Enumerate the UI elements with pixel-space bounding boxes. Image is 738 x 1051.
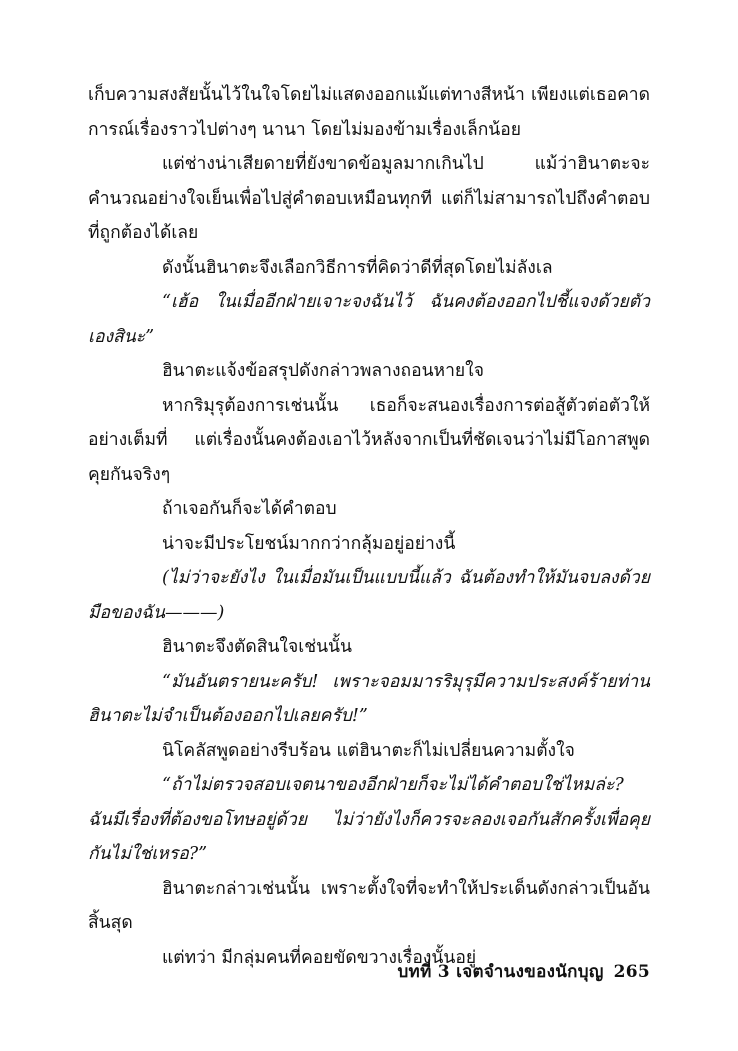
dialogue-paragraph: “เฮ้อ ในเมื่ออีกฝ่ายเจาะจงฉันไว้ ฉันคงต้องออกไปชี้แจงด้วยตัวเองสินะ”: [88, 292, 650, 347]
paragraph: แต่ทว่า มีกลุ่มคนที่คอยขัดขวางเรื่องนั้นอยู่: [162, 947, 477, 968]
paragraph: ฮินาตะจึงตัดสินใจเช่นนั้น: [162, 637, 352, 657]
paragraph: ฮินาตะแจ้งข้อสรุปดังกล่าวพลางถอนหายใจ: [162, 361, 484, 381]
paragraph: ถ้าเจอกันก็จะได้คำตอบ: [162, 499, 337, 519]
paragraph: แต่ช่างน่าเสียดายที่ยังขาดข้อมูลมากเกินไป แม้ว่าฮินาตะจะคำนวณอย่างใจเย็นเพื่อไปสู่คำตอบเหมือนทุกที แต่ก็ไม่สามารถไปถึงคำตอบที่ถูกต้องได้เลย: [88, 154, 650, 243]
dialogue-paragraph: “ถ้าไม่ตรวจสอบเจตนาของอีกฝ่ายก็จะไม่ได้คำตอบใช่ไหมล่ะ? ฉันมีเรื่องที่ต้องขอโทษอยู่ด้วย ไม่ว่ายังไงก็ควรจะลองเจอกันสักครั้งเพื่อคุยกันไม่ใช่เหรอ?”: [88, 775, 650, 864]
paragraph: น่าจะมีประโยชน์มากกว่ากลุ้มอยู่อย่างนี้: [162, 533, 456, 554]
paragraph: เก็บความสงสัยนั้นไว้ในใจโดยไม่แสดงออกแม้แต่ทางสีหน้า เพียงแต่เธอคาดการณ์เรื่องราวไปต่างๆ นานา โดยไม่มองข้ามเรื่องเล็กน้อย: [88, 85, 650, 140]
paragraph: นิโคลัสพูดอย่างรีบร้อน แต่ฮินาตะก็ไม่เปลี่ยนความตั้งใจ: [162, 740, 575, 761]
thought-paragraph: (ไม่ว่าจะยังไง ในเมื่อมันเป็นแบบนี้แล้ว ฉันต้องทำให้มันจบลงด้วยมือของฉัน———): [88, 568, 650, 623]
dialogue-paragraph: “มันอันตรายนะครับ! เพราะจอมมารริมุรุมีความประสงค์ร้ายท่านฮินาตะไม่จำเป็นต้องออกไปเลยครับ!”: [88, 671, 650, 726]
body-text: [88, 78, 650, 975]
chapter-title: บทที่ 3 เจตจำนงของนักบุญ: [397, 962, 604, 982]
page-number: 265: [613, 962, 650, 982]
page-footer: [397, 958, 650, 985]
paragraph: ฮินาตะกล่าวเช่นนั้น เพราะตั้งใจที่จะทำให้ประเด็นดังกล่าวเป็นอันสิ้นสุด: [88, 878, 650, 933]
paragraph: หากริมุรุต้องการเช่นนั้น เธอก็จะสนองเรื่องการต่อสู้ตัวต่อตัวให้อย่างเต็มที่ แต่เรื่องนั้นคงต้องเอาไว้หลังจากเป็นที่ชัดเจนว่าไม่มีโอกาสพูดคุยกันจริงๆ: [88, 395, 650, 485]
paragraph: ดังนั้นฮินาตะจึงเลือกวิธีการที่คิดว่าดีที่สุดโดยไม่ลังเล: [162, 257, 553, 278]
